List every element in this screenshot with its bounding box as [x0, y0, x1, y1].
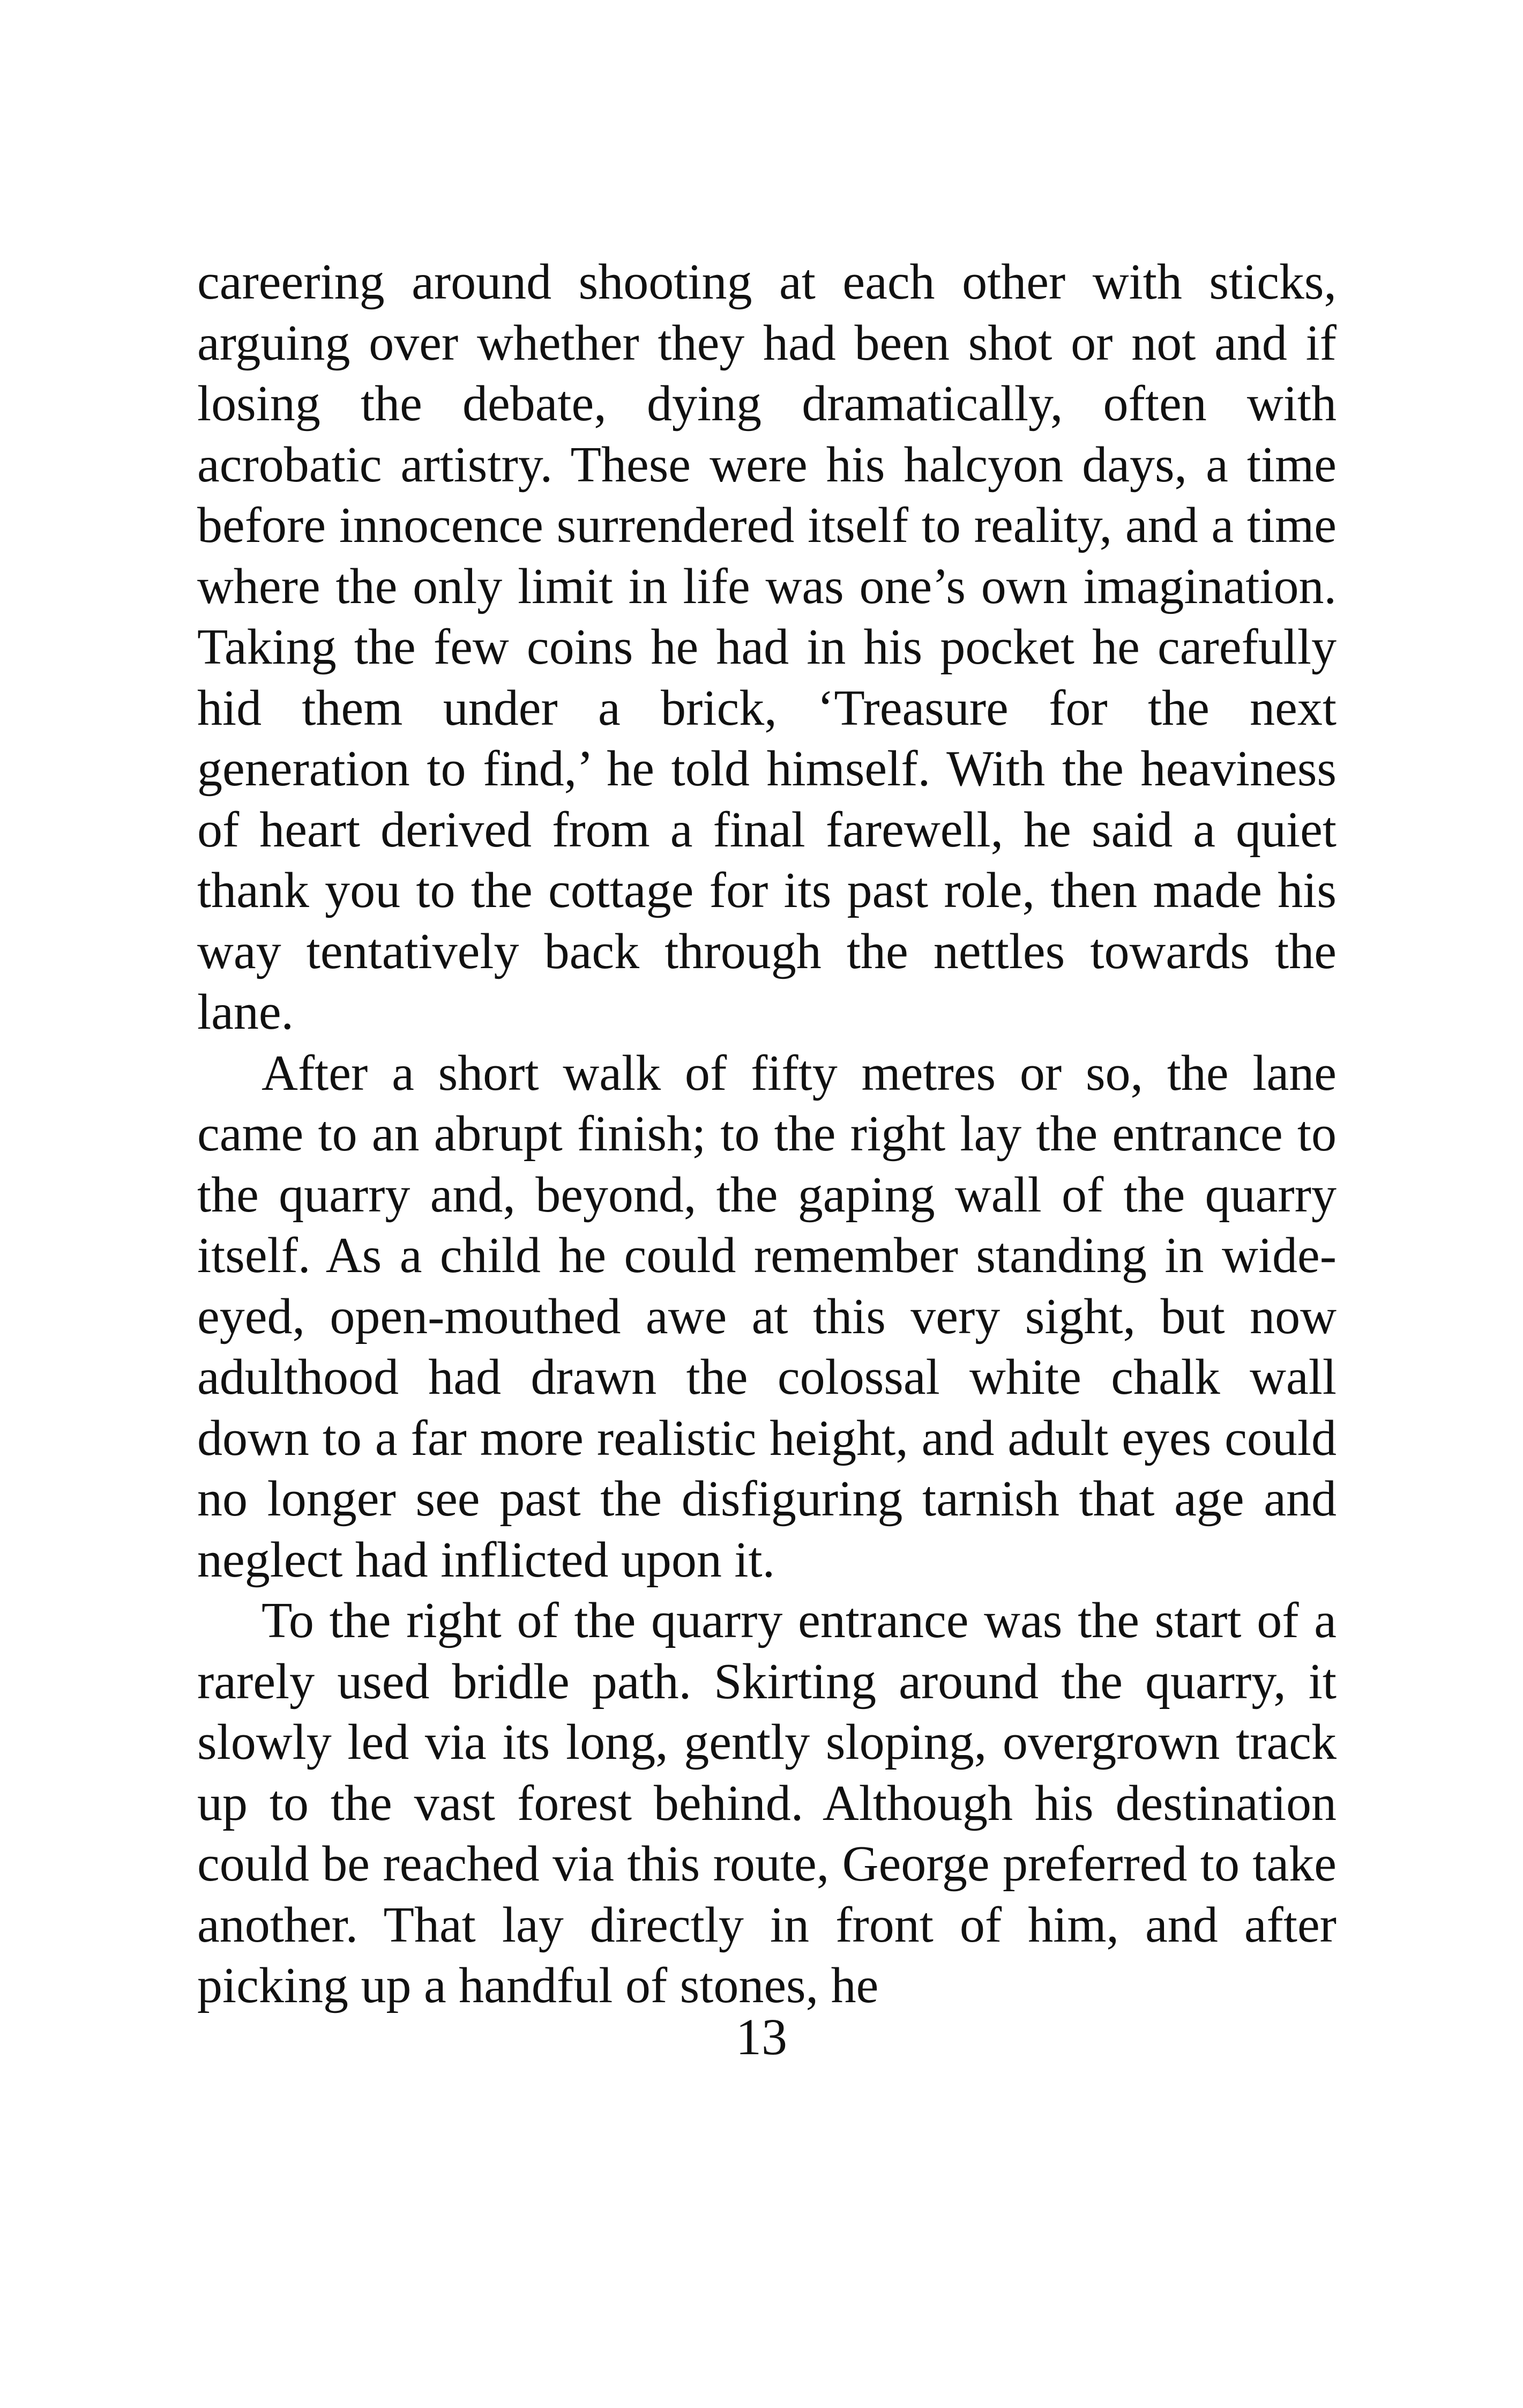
paragraph-2: After a short walk of fifty metres or so, the lane came to an abrupt finish; to the right lay the entrance to the quarry and, beyond, the gaping wall of the quarry itself. As a child he could remember standing in wide-eyed, open-mouthed awe at this very sight, but now adulthood had drawn the colossal white chalk wall down to a far more realistic height, and adult eyes could no longer see past the disfiguring tarnish that age and neglect had inflicted upon it. — [197, 1045, 1337, 1588]
paragraph-1: careering around shooting at each other with sticks, arguing over whether they had been shot or not and if losing the debate, dying dramatically, often with acrobatic artistry. These were his halcyon days, a time before innocence surrendered itself to reality, and a time where the only limit in life was one’s own imagination. Taking the few coins he had in his pocket he carefully hid them under a brick, ‘Treasure for the next generation to find,’ he told himself. With the heaviness of heart derived from a final farewell, he said a quiet thank you to the cottage for its past role, then made his way tentatively back through the nettles towards the lane. — [197, 254, 1337, 1040]
paragraph-3: To the right of the quarry entrance was the start of a rarely used bridle path. Skirting around the quarry, it slowly led via its long, gently sloping, overgrown track up to the vast forest behind. Although his destination could be reached via this route, George preferred to take another. That lay directly in front of him, and after picking up a handful of stones, he — [197, 1593, 1337, 2013]
page-number: 13 — [736, 2008, 787, 2065]
body-text — [197, 252, 1337, 2017]
